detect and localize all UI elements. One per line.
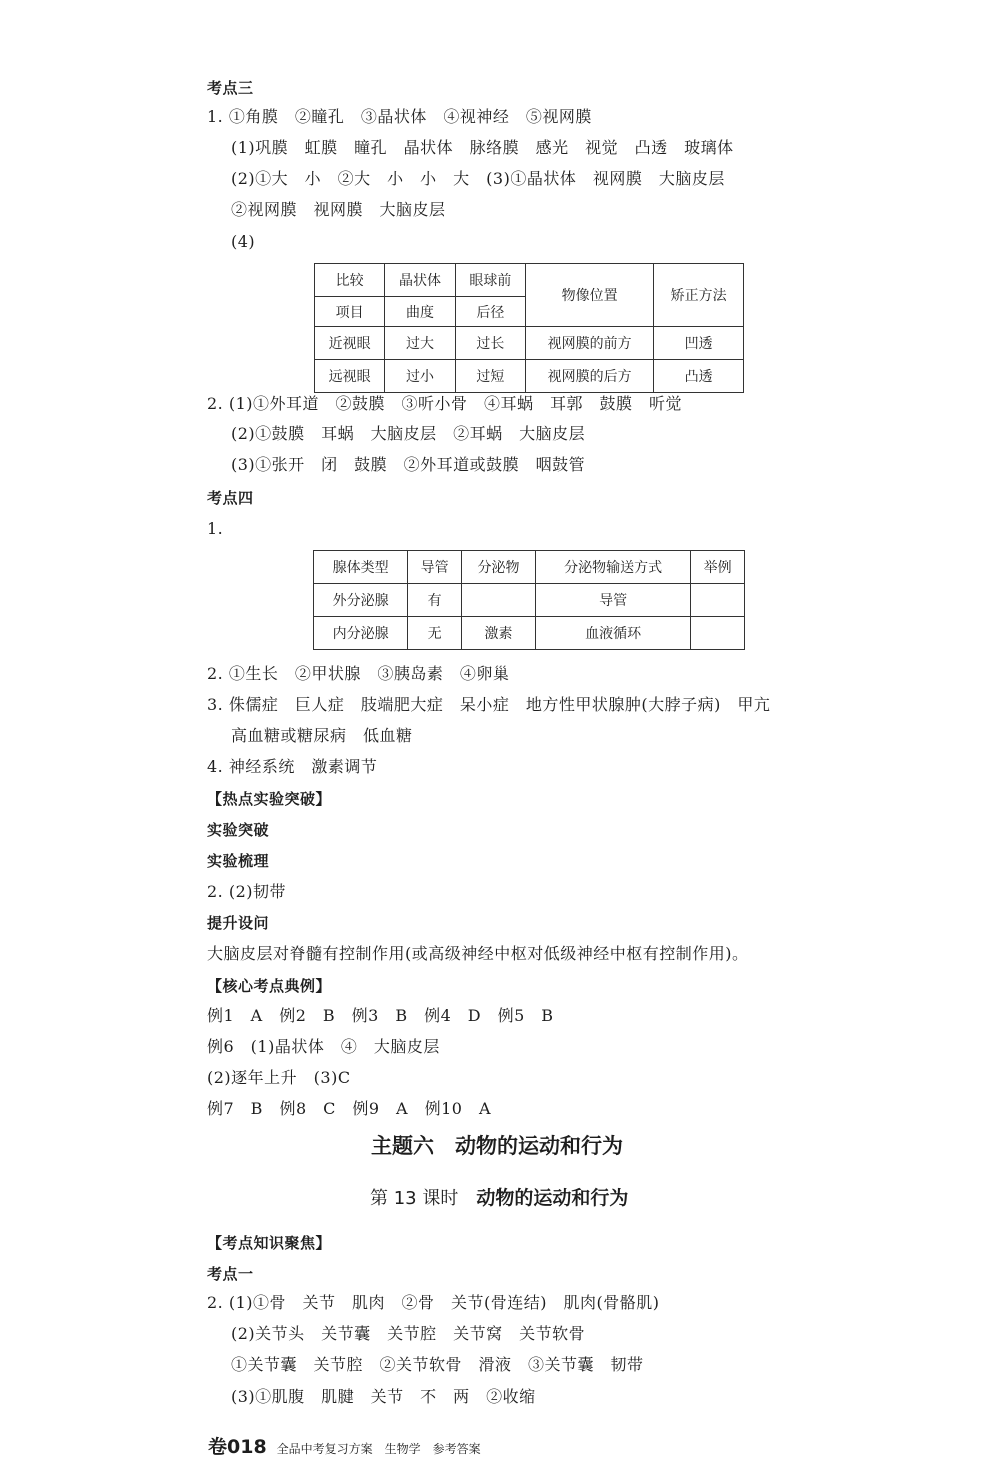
answer-line: (1)巩膜 虹膜 瞳孔 晶状体 脉络膜 感光 视觉 凸透 玻璃体 bbox=[231, 138, 734, 157]
table-cell: 凸透 bbox=[654, 360, 744, 393]
lesson-title bbox=[370, 1183, 628, 1210]
table-cell: 过短 bbox=[455, 360, 525, 393]
table-header-cell: 导管 bbox=[408, 551, 462, 584]
table-cell bbox=[691, 584, 745, 617]
lesson-number: 第 13 课时 bbox=[370, 1188, 459, 1209]
answer-line: 2. (1)①骨 关节 肌肉 ②骨 关节(骨连结) 肌肉(骨骼肌) bbox=[207, 1293, 660, 1312]
answer-line: (2)逐年上升 (3)C bbox=[207, 1068, 351, 1087]
section-heading-knowledge-focus: 【考点知识聚焦】 bbox=[207, 1234, 332, 1252]
answer-line: (3)①张开 闭 鼓膜 ②外耳道或鼓膜 咽鼓管 bbox=[231, 455, 586, 474]
answer-line: 例7 B 例8 C 例9 A 例10 A bbox=[207, 1099, 492, 1118]
section-heading-core-examples: 【核心考点典例】 bbox=[207, 977, 332, 995]
section-heading-kaodian-1: 考点一 bbox=[207, 1265, 254, 1283]
eye-comparison-table bbox=[314, 263, 744, 393]
answer-line: 1. bbox=[207, 519, 224, 538]
table-header-cell: 矫正方法 bbox=[654, 264, 744, 327]
answer-line: 3. 侏儒症 巨人症 肢端肥大症 呆小症 地方性甲状腺肿(大脖子病) 甲亢 bbox=[207, 695, 771, 714]
section-heading-hot-experiment: 【热点实验突破】 bbox=[207, 790, 332, 808]
answer-line: ①关节囊 关节腔 ②关节软骨 滑液 ③关节囊 韧带 bbox=[231, 1355, 644, 1374]
section-heading-kaodian-3: 考点三 bbox=[207, 79, 254, 97]
table-cell: 过小 bbox=[385, 360, 455, 393]
table-header-cell: 物像位置 bbox=[526, 264, 654, 327]
table-header-cell: 晶状体 bbox=[385, 264, 455, 297]
table-cell: 视网膜的后方 bbox=[526, 360, 654, 393]
answer-line: ②视网膜 视网膜 大脑皮层 bbox=[231, 200, 446, 219]
table-cell: 视网膜的前方 bbox=[526, 327, 654, 360]
subheading: 实验突破 bbox=[207, 821, 270, 839]
answer-line: 大脑皮层对脊髓有控制作用(或高级神经中枢对低级神经中枢有控制作用)。 bbox=[207, 944, 749, 963]
table-row bbox=[314, 584, 745, 617]
table-header-cell: 后径 bbox=[455, 297, 525, 327]
table-cell: 过长 bbox=[455, 327, 525, 360]
table-header-cell: 分泌物输送方式 bbox=[536, 551, 691, 584]
answer-line: (2)关节头 关节囊 关节腔 关节窝 关节软骨 bbox=[231, 1324, 586, 1343]
table-row bbox=[314, 617, 745, 650]
table-cell: 血液循环 bbox=[536, 617, 691, 650]
table-header-cell: 项目 bbox=[315, 297, 385, 327]
answer-line: 例1 A 例2 B 例3 B 例4 D 例5 B bbox=[207, 1006, 554, 1025]
table-header-cell: 眼球前 bbox=[455, 264, 525, 297]
gland-comparison-table bbox=[313, 550, 745, 650]
table-cell: 无 bbox=[408, 617, 462, 650]
table-cell bbox=[462, 584, 536, 617]
table-header-cell: 腺体类型 bbox=[314, 551, 408, 584]
answer-line: 4. 神经系统 激素调节 bbox=[207, 757, 378, 776]
table-row bbox=[314, 551, 745, 584]
table-cell: 过大 bbox=[385, 327, 455, 360]
lesson-name: 动物的运动和行为 bbox=[476, 1187, 629, 1209]
subheading: 实验梳理 bbox=[207, 852, 270, 870]
table-cell bbox=[691, 617, 745, 650]
answer-line: 例6 (1)晶状体 ④ 大脑皮层 bbox=[207, 1037, 440, 1056]
table-header-cell: 比较 bbox=[315, 264, 385, 297]
table-row bbox=[315, 327, 744, 360]
answer-line: (2)①大 小 ②大 小 小 大 (3)①晶状体 视网膜 大脑皮层 bbox=[231, 169, 725, 188]
answer-line: 高血糖或糖尿病 低血糖 bbox=[231, 726, 413, 745]
table-header-cell: 分泌物 bbox=[462, 551, 536, 584]
table-cell: 凹透 bbox=[654, 327, 744, 360]
table-header-cell: 举例 bbox=[691, 551, 745, 584]
table-row bbox=[315, 264, 744, 297]
answer-line: (4) bbox=[231, 232, 256, 251]
section-heading-kaodian-4: 考点四 bbox=[207, 489, 254, 507]
table-cell: 有 bbox=[408, 584, 462, 617]
subheading: 提升设问 bbox=[207, 914, 270, 932]
answer-line: (3)①肌腹 肌腱 关节 不 两 ②收缩 bbox=[231, 1387, 536, 1406]
footer-text: 全品中考复习方案 生物学 参考答案 bbox=[276, 1442, 481, 1456]
theme-title: 主题六 动物的运动和行为 bbox=[371, 1134, 623, 1158]
table-row bbox=[315, 360, 744, 393]
answer-line: 2. ①生长 ②甲状腺 ③胰岛素 ④卵巢 bbox=[207, 664, 510, 683]
answer-line: 2. (2)韧带 bbox=[207, 882, 287, 901]
table-cell: 远视眼 bbox=[315, 360, 385, 393]
answer-line: 1. ①角膜 ②瞳孔 ③晶状体 ④视神经 ⑤视网膜 bbox=[207, 107, 592, 126]
table-cell: 外分泌腺 bbox=[314, 584, 408, 617]
page-footer bbox=[208, 1432, 481, 1459]
answer-line: 2. (1)①外耳道 ②鼓膜 ③听小骨 ④耳蜗 耳郭 鼓膜 听觉 bbox=[207, 394, 683, 413]
table-header-cell: 曲度 bbox=[385, 297, 455, 327]
table-cell: 导管 bbox=[536, 584, 691, 617]
table-cell: 内分泌腺 bbox=[314, 617, 408, 650]
table-cell: 激素 bbox=[462, 617, 536, 650]
page-number: 卷018 bbox=[208, 1436, 267, 1458]
table-cell: 近视眼 bbox=[315, 327, 385, 360]
answer-line: (2)①鼓膜 耳蜗 大脑皮层 ②耳蜗 大脑皮层 bbox=[231, 424, 586, 443]
